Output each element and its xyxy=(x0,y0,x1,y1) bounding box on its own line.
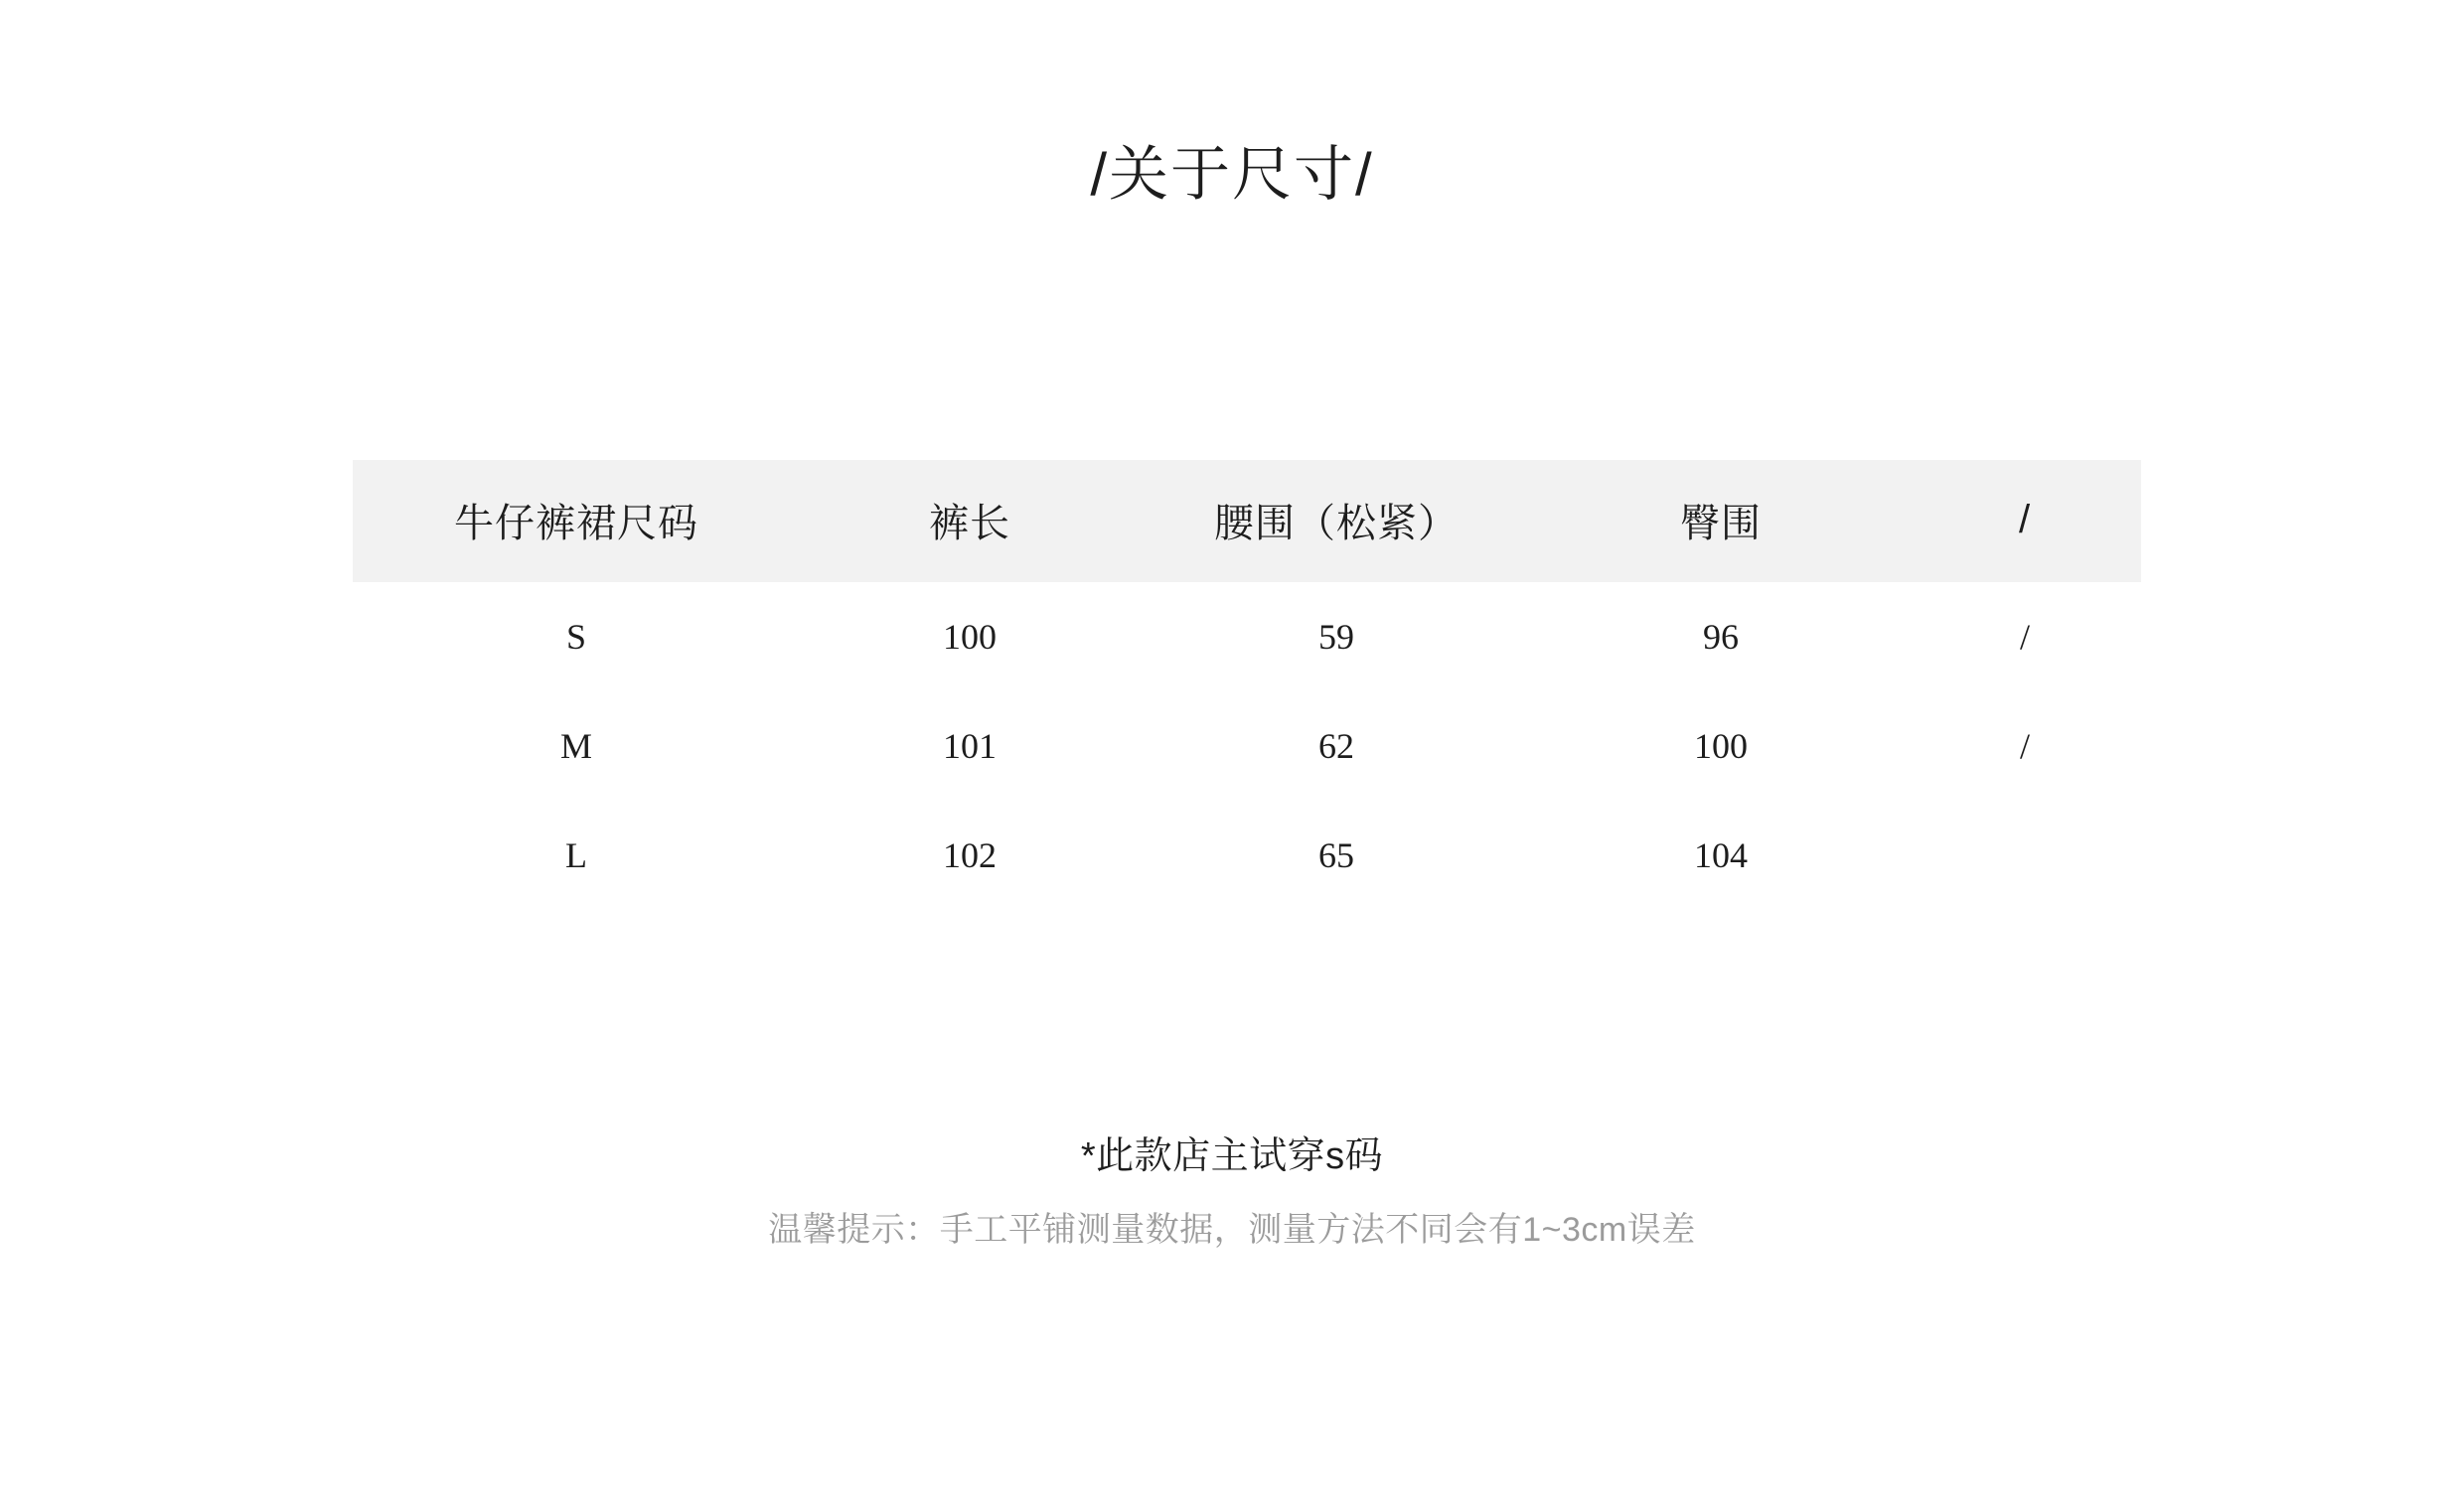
cell-size: M xyxy=(559,726,592,766)
cell-length: 101 xyxy=(943,726,997,766)
model-size-note: *此款店主试穿s码 xyxy=(1080,1135,1384,1177)
size-table xyxy=(353,460,2141,910)
measurement-disclaimer: 温馨提示：手工平铺测量数据，测量方法不同会有1~3cm误差 xyxy=(768,1211,1696,1249)
table-row xyxy=(353,691,2141,801)
cell-hip: 104 xyxy=(1694,835,1748,875)
column-header-length: 裤长 xyxy=(929,502,1010,545)
table-row xyxy=(353,801,2141,910)
size-table-header xyxy=(353,460,2141,582)
cell-extra: / xyxy=(2019,617,2030,657)
size-table-body xyxy=(353,582,2141,910)
cell-waist: 59 xyxy=(1318,617,1354,657)
table-row xyxy=(353,582,2141,691)
cell-length: 100 xyxy=(943,617,997,657)
cell-length: 102 xyxy=(943,835,997,875)
cell-hip: 100 xyxy=(1694,726,1748,766)
table-header-row xyxy=(353,460,2141,582)
cell-extra: / xyxy=(2019,726,2030,766)
page-title: /关于尺寸/ xyxy=(1090,141,1374,208)
cell-size: L xyxy=(565,835,587,875)
cell-extra xyxy=(1909,801,2141,910)
cell-waist: 62 xyxy=(1318,726,1354,766)
column-header-waist: 腰围（松紧） xyxy=(1214,502,1459,545)
cell-waist: 65 xyxy=(1318,835,1354,875)
column-header-size: 牛仔裤裙尺码 xyxy=(454,502,698,545)
cell-hip: 96 xyxy=(1703,617,1739,657)
column-header-hip: 臀围 xyxy=(1680,502,1762,545)
cell-size: S xyxy=(565,617,587,657)
size-table-container xyxy=(353,460,2141,910)
column-header-extra: / xyxy=(2018,498,2032,541)
